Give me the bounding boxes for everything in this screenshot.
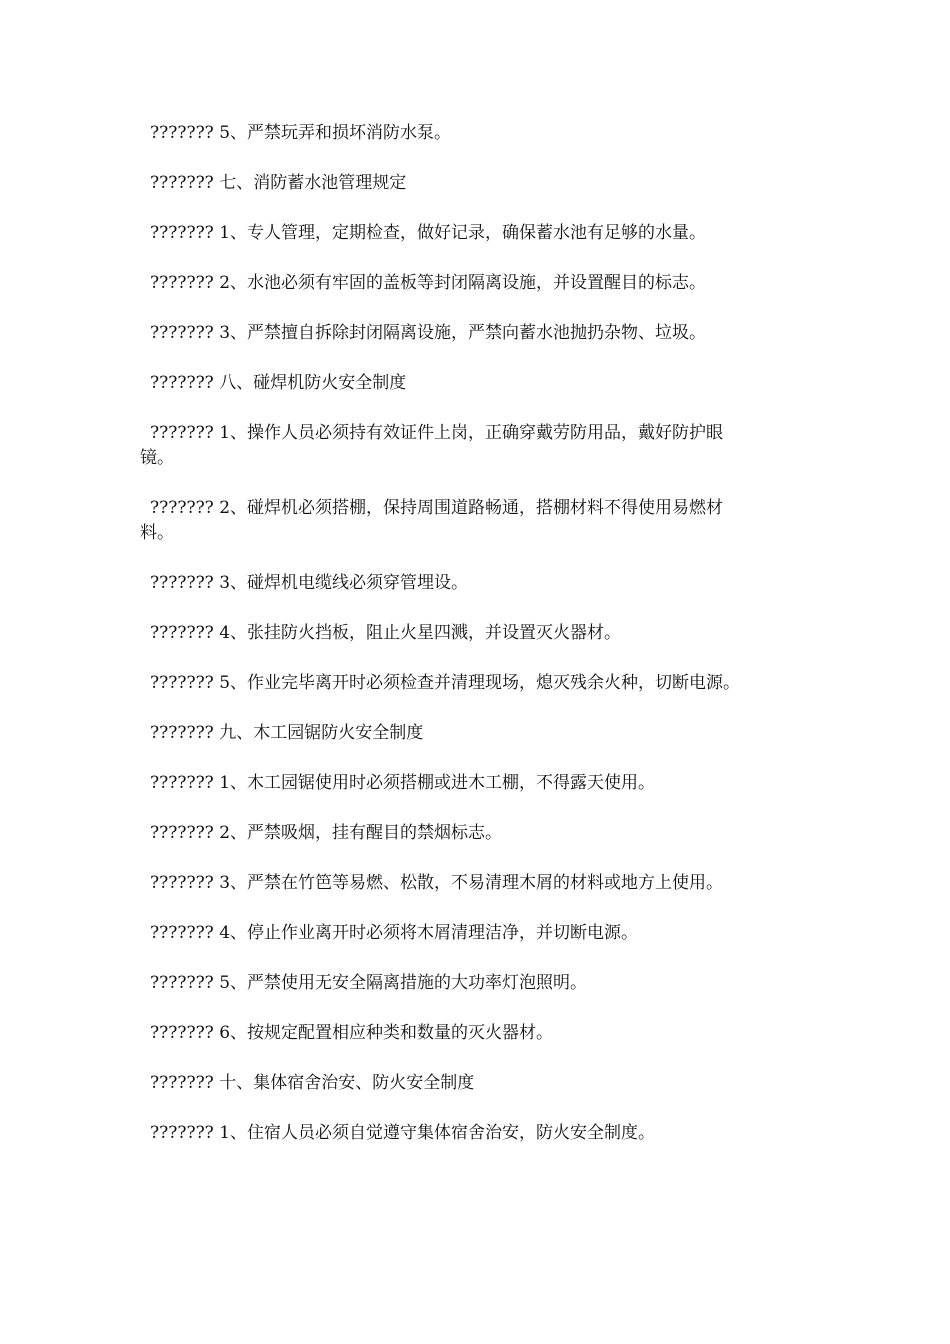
- paragraph-line: ??????? 2、碰焊机必须搭棚，保持周围道路畅通，搭棚材料不得使用易燃材: [150, 498, 724, 518]
- paragraph: ??????? 1、木工园锯使用时必须搭棚或进木工棚，不得露天使用。: [150, 773, 656, 793]
- paragraph: ??????? 5、严禁玩弄和损坏消防水泵。: [150, 123, 452, 143]
- paragraph: ??????? 5、严禁使用无安全隔离措施的大功率灯泡照明。: [150, 973, 588, 993]
- paragraph: ??????? 1、专人管理，定期检查，做好记录，确保蓄水池有足够的水量。: [150, 223, 707, 243]
- paragraph: ??????? 1、住宿人员必须自觉遵守集体宿舍治安，防火安全制度。: [150, 1123, 656, 1143]
- paragraph: ??????? 3、碰焊机电缆线必须穿管埋设。: [150, 573, 469, 593]
- paragraph: [140, 496, 810, 546]
- paragraph: ??????? 4、张挂防火挡板，阻止火星四溅，并设置灭火器材。: [150, 623, 622, 643]
- paragraph: ??????? 2、严禁吸烟，挂有醒目的禁烟标志。: [150, 823, 503, 843]
- section-heading: ??????? 八、碰焊机防火安全制度: [150, 373, 407, 393]
- paragraph: ??????? 3、严禁擅自拆除封闭隔离设施，严禁向蓄水池抛扔杂物、垃圾。: [150, 323, 707, 343]
- paragraph: ??????? 4、停止作业离开时必须将木屑清理洁净，并切断电源。: [150, 923, 639, 943]
- paragraph-line: 镜。: [140, 448, 174, 468]
- document-page: [140, 121, 810, 1171]
- section-heading: ??????? 七、消防蓄水池管理规定: [150, 173, 407, 193]
- paragraph: ??????? 5、作业完毕离开时必须检查并清理现场，熄灭残余火种，切断电源。: [150, 673, 741, 693]
- section-heading: ??????? 十、集体宿舍治安、防火安全制度: [150, 1073, 475, 1093]
- paragraph: ??????? 3、严禁在竹笆等易燃、松散，不易清理木屑的材料或地方上使用。: [150, 873, 724, 893]
- section-heading: ??????? 九、木工园锯防火安全制度: [150, 723, 424, 743]
- paragraph-line: 料。: [140, 523, 174, 543]
- paragraph: ??????? 2、水池必须有牢固的盖板等封闭隔离设施，并设置醒目的标志。: [150, 273, 707, 293]
- paragraph-line: ??????? 1、操作人员必须持有效证件上岗，正确穿戴劳防用品，戴好防护眼: [150, 423, 724, 443]
- paragraph: [140, 421, 810, 471]
- paragraph: ??????? 6、按规定配置相应种类和数量的灭火器材。: [150, 1023, 554, 1043]
